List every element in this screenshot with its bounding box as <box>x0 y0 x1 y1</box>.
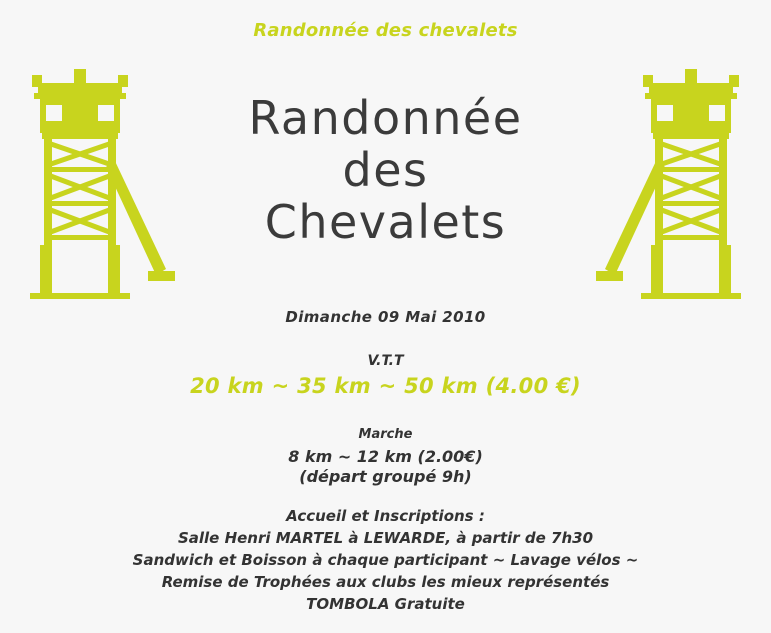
marche-label: Marche <box>358 427 413 442</box>
poster-top-heading: Randonnée des chevalets <box>253 20 518 41</box>
registration-line-3: Remise de Trophées aux clubs les mieux représentés <box>161 573 610 591</box>
poster-title <box>175 92 596 248</box>
registration-block <box>0 505 771 615</box>
poster-title-line-1: Randonnée <box>248 91 523 145</box>
mining-headframe-icon-left <box>10 55 175 305</box>
mining-headframe-icon-right <box>596 55 761 305</box>
registration-line-1: Salle Henri MARTEL à LEWARDE, à partir de 7h30 <box>177 529 594 547</box>
registration-line-2: Sandwich et Boisson à chaque participant ~ Lavage vélos ~ <box>132 551 639 569</box>
poster-title-line-3: Chevalets <box>264 195 507 249</box>
marche-depart-time: (départ groupé 9h) <box>299 467 472 486</box>
vtt-distances: 20 km ~ 35 km ~ 50 km (4.00 €) <box>190 374 581 398</box>
vtt-label: V.T.T <box>367 353 404 369</box>
poster-title-line-2: des <box>342 143 429 197</box>
registration-heading: Accueil et Inscriptions : <box>286 507 485 525</box>
registration-line-4: TOMBOLA Gratuite <box>306 595 465 613</box>
event-date: Dimanche 09 Mai 2010 <box>285 308 486 326</box>
marche-distances: 8 km ~ 12 km (2.00€) <box>288 447 483 466</box>
